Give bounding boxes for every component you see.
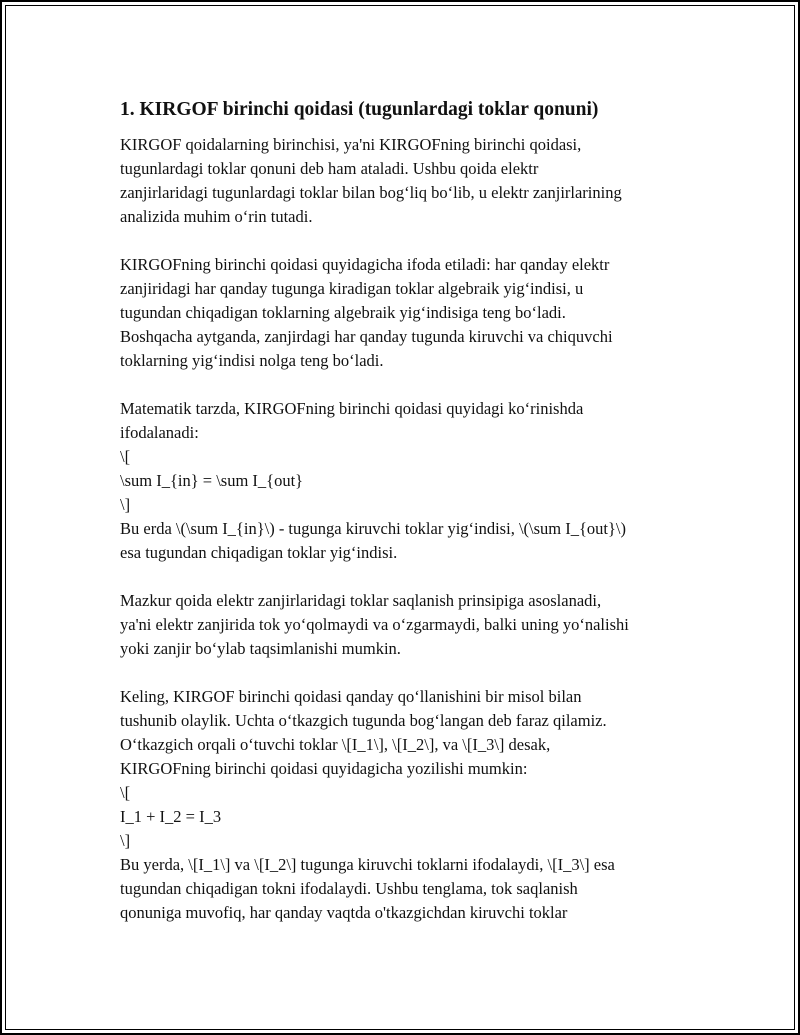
paragraph-conservation — [120, 589, 700, 661]
text-line: Keling, KIRGOF birinchi qoidasi qanday qo‘llanishini bir misol bilan — [120, 687, 582, 706]
text-line: toklarning yig‘indisi nolga teng bo‘ladi. — [120, 351, 384, 370]
text-line: KIRGOF qoidalarning birinchisi, ya'ni KIRGOFning birinchi qoidasi, — [120, 135, 582, 154]
text-line: tugunlardagi toklar qonuni deb ham ataladi. Ushbu qoida elektr — [120, 159, 539, 178]
formula-line: \sum I_{in} = \sum I_{out} — [120, 471, 304, 490]
document-body — [120, 98, 700, 949]
paragraph-example — [120, 685, 700, 925]
text-line: Bu yerda, \[I_1\] va \[I_2\] tugunga kiruvchi toklarni ifodalaydi, \[I_3\] esa — [120, 855, 615, 874]
text-line: tushunib olaylik. Uchta o‘tkazgich tugunda bog‘langan deb faraz qilamiz. — [120, 711, 607, 730]
text-line: KIRGOFning birinchi qoidasi quyidagicha yozilishi mumkin: — [120, 759, 528, 778]
text-line: tugundan chiqadigan toklarning algebraik yig‘indisiga teng bo‘ladi. — [120, 303, 566, 322]
paragraph-math-form — [120, 397, 700, 565]
text-line: yoki zanjir bo‘ylab taqsimlanishi mumkin. — [120, 639, 401, 658]
text-line: ifodalanadi: — [120, 423, 199, 442]
text-line: Bu erda \(\sum I_{in}\) - tugunga kiruvchi toklar yig‘indisi, \(\sum I_{out}\) — [120, 519, 626, 538]
text-line: O‘tkazgich orqali o‘tuvchi toklar \[I_1\], \[I_2\], va \[I_3\] desak, — [120, 735, 551, 754]
paragraph-statement — [120, 253, 700, 373]
formula-open: \[ — [120, 447, 131, 466]
formula-line: I_1 + I_2 = I_3 — [120, 807, 222, 826]
formula-close: \] — [120, 495, 131, 514]
text-line: Mazkur qoida elektr zanjirlaridagi toklar saqlanish prinsipiga asoslanadi, — [120, 591, 602, 610]
text-line: esa tugundan chiqadigan toklar yig‘indisi. — [120, 543, 398, 562]
text-line: Matematik tarzda, KIRGOFning birinchi qoidasi quyidagi ko‘rinishda — [120, 399, 584, 418]
text-line: Boshqacha aytganda, zanjirdagi har qanday tugunda kiruvchi va chiquvchi — [120, 327, 613, 346]
text-line: qonuniga muvofiq, har qanday vaqtda o'tkazgichdan kiruvchi toklar — [120, 903, 568, 922]
text-line: ya'ni elektr zanjirida tok yo‘qolmaydi va o‘zgarmaydi, balki uning yo‘nalishi — [120, 615, 629, 634]
formula-close: \] — [120, 831, 131, 850]
text-line: KIRGOFning birinchi qoidasi quyidagicha ifoda etiladi: har qanday elektr — [120, 255, 610, 274]
formula-open: \[ — [120, 783, 131, 802]
text-line: tugundan chiqadigan tokni ifodalaydi. Ushbu tenglama, tok saqlanish — [120, 879, 578, 898]
text-line: analizida muhim o‘rin tutadi. — [120, 207, 313, 226]
document-title: 1. KIRGOF birinchi qoidasi (tugunlardagi toklar qonuni) — [120, 99, 599, 120]
paragraph-definition — [120, 133, 700, 229]
text-line: zanjiridagi har qanday tugunga kiradigan toklar algebraik yig‘indisi, u — [120, 279, 584, 298]
text-line: zanjirlaridagi tugunlardagi toklar bilan bog‘liq bo‘lib, u elektr zanjirlarining — [120, 183, 622, 202]
